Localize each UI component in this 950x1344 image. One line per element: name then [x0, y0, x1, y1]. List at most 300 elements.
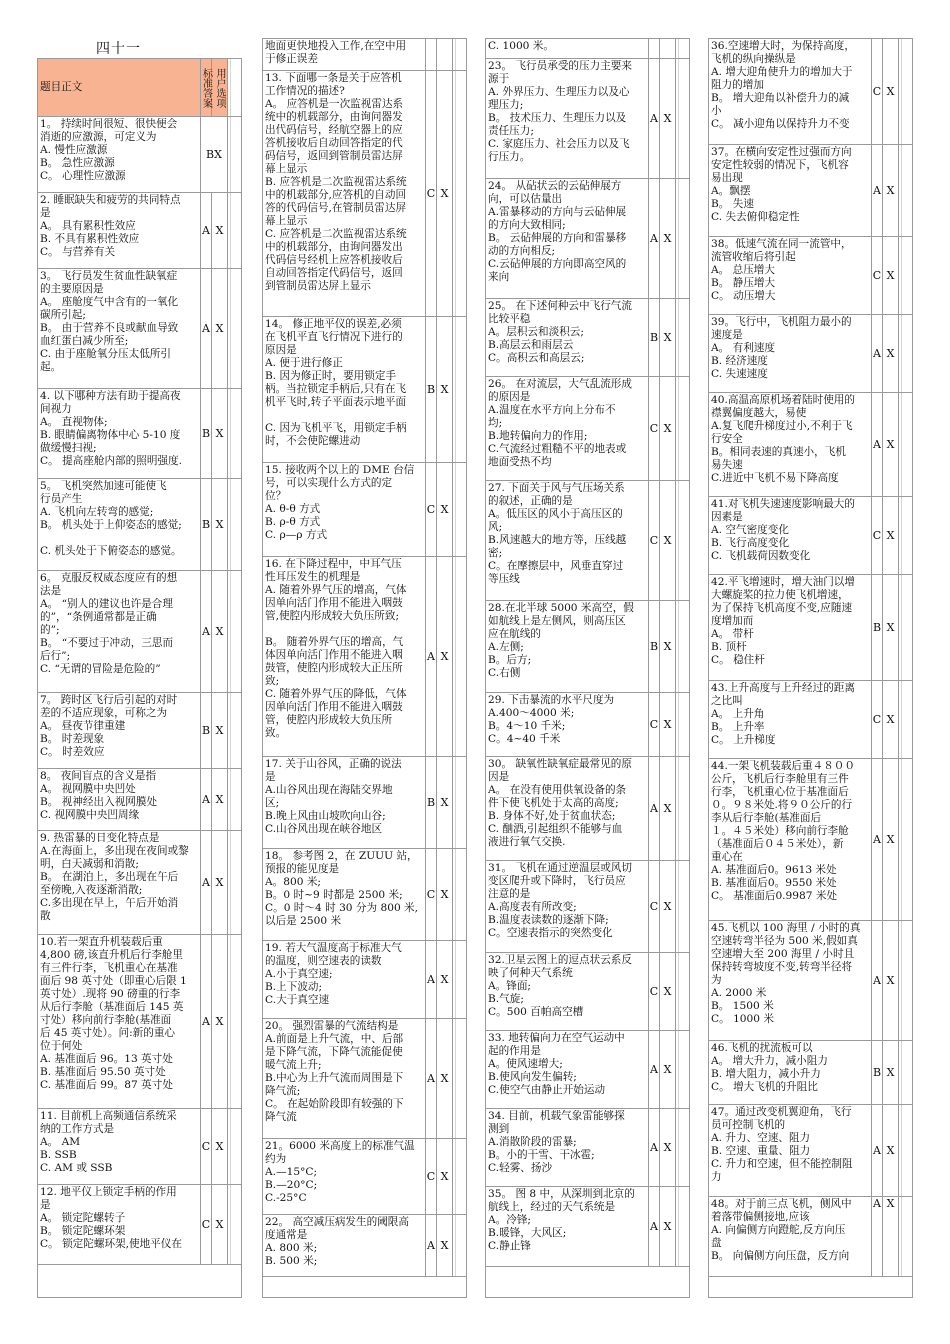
question-line: 航线上，经过的天气系统是: [488, 1201, 616, 1213]
question-line: B。 1500 米: [711, 1000, 774, 1012]
question-line: 为: [711, 974, 722, 986]
question-line: 5。 飞机突然加速可能使飞: [40, 480, 167, 492]
answer-cell: A: [649, 1187, 660, 1266]
question-line: C. ρ—ρ 方式: [265, 529, 328, 541]
question-row: [38, 571, 241, 693]
question-line: 测到: [488, 1123, 510, 1135]
question-line: 散: [40, 910, 51, 922]
question-line: 46.飞机的扰流板可以: [711, 1042, 813, 1054]
user-choice-cell: X: [212, 935, 228, 1108]
question-text: [709, 1041, 872, 1104]
question-line: 映了何种天气系统: [488, 967, 573, 979]
question-row: [486, 601, 689, 693]
question-line: C. 家庭压力、社会压力以及飞: [488, 138, 630, 150]
question-line: 29. 下击暴流的水平尺度为: [488, 694, 615, 706]
question-line: 13. 下面哪一条是关于应答机: [265, 72, 402, 84]
question-line: A。使风速增大;: [488, 1058, 563, 1070]
question-line: A。 AM: [40, 1136, 81, 1148]
question-line: C. 应答机是二次监视雷达系统: [265, 228, 407, 240]
question-line: 统中的机载部分，由询问器发: [265, 111, 403, 123]
question-line: A.高度表有所改变;: [488, 901, 577, 913]
question-line: C. “无谓的冒险是危险的”: [40, 663, 161, 675]
question-text: [38, 1185, 201, 1264]
question-line: C. 升力和空速，但不能控制阻: [711, 1158, 853, 1170]
question-line: B. 身体不好,处于贫血状态;: [488, 810, 616, 822]
question-line: 流管收缩后将引起: [711, 251, 796, 263]
question-line: 的原因是: [488, 391, 531, 403]
column-1: [37, 58, 242, 1298]
question-line: B. 因为修正时，要用锁定手: [265, 370, 397, 382]
user-choice-cell: X: [883, 145, 899, 236]
question-line: 19. 若大气温度高于标准大气: [265, 942, 402, 954]
user-choice-cell: X: [212, 571, 228, 692]
question-line: 12. 地平仪上锁定手柄的作用: [40, 1186, 177, 1198]
question-line: A。 “别人的建议也许是合理: [40, 598, 173, 610]
question-line: 碳所引起;: [40, 309, 86, 321]
question-row: [486, 953, 689, 1031]
user-choice-cell: X: [437, 757, 453, 848]
user-choice-cell: X: [660, 601, 676, 692]
question-line: 中的机载部分,应答机的自动回: [265, 189, 407, 201]
question-text: [709, 237, 872, 314]
question-text: [486, 39, 649, 58]
question-line: 如航线上是左侧风，则高压区: [488, 615, 626, 627]
question-line: 易出现: [711, 172, 743, 184]
question-line: 的”;: [40, 624, 60, 636]
question-line: C。 增大飞机的升阻比: [711, 1081, 818, 1093]
question-line: 20。 强烈雷暴的气流结构是: [265, 1020, 399, 1032]
user-choice-cell: [660, 39, 676, 58]
user-choice-cell: X: [883, 921, 899, 1040]
question-text: [38, 769, 201, 830]
question-line: 来向: [488, 271, 510, 283]
question-line: A。锋面;: [488, 980, 532, 992]
question-text: [486, 1031, 649, 1108]
question-line: B.风速越大的地方等，压线越: [488, 534, 627, 546]
question-line: （基准面后０４５米处），新: [711, 838, 844, 850]
question-line: 致;: [265, 675, 280, 687]
question-line: 幕上显示: [265, 163, 308, 175]
question-line: 25。 在下述何种云中飞行气流: [488, 300, 632, 312]
question-line: 时，不会使陀螺进动: [265, 435, 361, 447]
question-text: [263, 757, 426, 848]
question-line: 盘: [711, 1237, 722, 1249]
answer-cell: C: [872, 497, 883, 574]
question-line: 的叙述，正确的是: [488, 495, 573, 507]
question-line: ０。９８米处.将９０公斤的行: [711, 799, 853, 811]
answer-cell: B: [872, 575, 883, 680]
answer-cell: A: [201, 769, 212, 830]
question-row: [486, 757, 689, 861]
question-text: [486, 1109, 649, 1186]
question-line: [265, 409, 423, 422]
user-choice-cell: X: [660, 1031, 676, 1108]
question-line: B.地转偏向力的作用;: [488, 430, 588, 442]
question-line: 暖气流上升;: [265, 1059, 322, 1071]
answer-cell: A: [426, 1019, 437, 1138]
question-row: [709, 921, 912, 1041]
question-line: 37。在横向安定性过强而方向: [711, 146, 852, 158]
question-line: 22。 高空减压病发生的阈限高: [265, 1216, 409, 1228]
question-line: 降气流: [265, 1111, 297, 1123]
question-line: B。 云砧伸展的方向和雷暴移: [488, 232, 627, 244]
answer-cell: A: [872, 393, 883, 496]
question-line: 密;: [488, 547, 503, 559]
answer-cell: B: [201, 693, 212, 768]
question-row: [38, 389, 241, 479]
question-line: 位？: [265, 490, 287, 502]
question-line: A。飘摆: [711, 185, 751, 197]
user-choice-cell: X: [883, 237, 899, 314]
answer-cell: BX: [201, 117, 228, 192]
answer-cell: A: [426, 941, 437, 1018]
question-text: [38, 193, 201, 268]
answer-cell: B: [872, 1041, 883, 1104]
question-line: 2. 睡眠缺失和疲劳的共同特点: [40, 194, 181, 206]
question-line: 鼓管，使腔内形成较大正压所: [265, 662, 403, 674]
question-line: 阻力的增加: [711, 79, 764, 91]
question-row: [38, 1185, 241, 1265]
question-line: A.山谷风出现在海陆交界地: [265, 784, 393, 796]
question-line: 预报的能见度是: [265, 863, 340, 875]
user-choice-cell: X: [660, 59, 676, 178]
question-line: A.在海面上，多出现在夜间或黎: [40, 845, 189, 857]
user-choice-cell: X: [883, 39, 899, 144]
user-choice-cell: X: [212, 831, 228, 934]
question-row: [709, 575, 912, 681]
question-line: 27. 下面关于风与气压场关系: [488, 482, 625, 494]
answer-cell: C: [649, 861, 660, 952]
question-line: C。 稳住杆: [711, 654, 765, 666]
question-line: 是下降气流，下降气流能促使: [265, 1046, 403, 1058]
question-line: C.大于真空速: [265, 994, 330, 1006]
question-line: 出代码信号，经航空器上的应: [265, 124, 403, 136]
question-text: [486, 953, 649, 1030]
question-line: A.复飞爬升梯度过小,不利于飞: [711, 420, 853, 432]
question-line: 33. 地转偏向力在空气运动中: [488, 1032, 625, 1044]
user-choice-cell: X: [660, 299, 676, 376]
question-line: A。 有利速度: [711, 342, 775, 354]
question-line: B。 时差现象: [40, 733, 105, 745]
question-text: [38, 831, 201, 934]
question-line: 35。 图 8 中，从深圳到北京的: [488, 1188, 635, 1200]
question-line: C. 随着外界气压的降低，气体: [265, 688, 407, 700]
user-choice-cell: X: [212, 193, 228, 268]
question-line: 23。 飞行员承受的压力主要来: [488, 60, 632, 72]
table-header: [38, 59, 241, 117]
question-row: [486, 693, 689, 757]
question-text: [38, 117, 201, 192]
user-choice-cell: X: [437, 849, 453, 940]
user-choice-cell: X: [212, 479, 228, 570]
answer-cell: C: [426, 463, 437, 556]
question-line: 度通常是: [265, 1229, 308, 1241]
answer-cell: A: [426, 1215, 437, 1276]
question-row: [263, 39, 466, 71]
question-line: A。层积云和淡积云;: [488, 326, 584, 338]
question-line: A.400～4000 米;: [488, 707, 575, 719]
question-text: [38, 571, 201, 692]
question-line: 件下使飞机处于太高的高度;: [488, 797, 619, 809]
question-line: 责任压力;: [488, 125, 534, 137]
answer-cell: A: [872, 921, 883, 1040]
question-line: A。低压区的风小于高压区的: [488, 508, 623, 520]
question-text: [263, 1215, 426, 1276]
question-line: 31。 飞机在通过逆温层或风切: [488, 862, 632, 874]
question-line: 应在航线的: [488, 628, 541, 640]
question-line: 7。 跨时区飞行后引起的对时: [40, 694, 178, 706]
question-row: [709, 681, 912, 759]
answer-cell: B: [649, 601, 660, 692]
question-line: 为了保持飞机高度不变,应随速: [711, 602, 853, 614]
question-line: A. θ-θ 方式: [265, 503, 321, 515]
answer-cell: [426, 39, 437, 70]
question-text: [263, 1139, 426, 1214]
question-line: C。 在起始阶段即有较强的下: [265, 1098, 404, 1110]
question-line: 码信号，返回到管制员雷达屏: [265, 150, 403, 162]
question-line: B。 上升率: [711, 721, 765, 733]
question-line: 飞机的纵向操纵是: [711, 53, 796, 65]
question-line: 地面受热不均: [488, 456, 552, 468]
question-line: 源于: [488, 73, 510, 85]
question-line: B。 机头处于上仰姿态的感觉;: [40, 519, 182, 531]
user-choice-cell: X: [212, 1109, 228, 1184]
question-line: C.云砧伸展的方向即高空风的: [488, 258, 627, 270]
question-text: [486, 179, 649, 298]
question-line: C. 失速速度: [711, 368, 768, 380]
answer-cell: A: [872, 315, 883, 392]
question-line: A. 2000 米: [711, 987, 767, 999]
question-line: C.右侧: [488, 667, 521, 679]
question-line: C。500 百帕高空槽: [488, 1006, 584, 1018]
question-line: C.多出现在早上，午后开始消: [40, 897, 179, 909]
question-line: B。后方;: [488, 654, 532, 666]
question-line: １。４５米处）移向前行李舱: [711, 825, 849, 837]
question-line: 的”，“条例通常都是正确: [40, 611, 157, 623]
answer-cell: C: [872, 681, 883, 758]
answer-cell: A: [872, 759, 883, 920]
question-line: A. 飞机向左转弯的感觉;: [40, 506, 154, 518]
question-row: [486, 39, 689, 59]
question-text: [486, 757, 649, 860]
question-line: 注意的是: [488, 888, 531, 900]
question-line: C。 提高座舱内部的照明强度.: [40, 455, 182, 467]
question-line: B.晚上风由山坡吹向山谷;: [265, 810, 386, 822]
question-row: [709, 1105, 912, 1197]
question-line: 理压力;: [488, 99, 524, 111]
question-line: 向，可以估量出: [488, 193, 563, 205]
question-line: A。 应答机是一次监视雷达系: [265, 98, 404, 110]
question-line: 消逝的应激源，可定义为: [40, 131, 157, 143]
question-line: 起的作用是: [488, 1045, 541, 1057]
question-line: 性耳压发生的机理是: [265, 571, 361, 583]
question-text: [263, 317, 426, 462]
answer-cell: A: [649, 179, 660, 298]
question-line: 答机接收后自动回答指定的代: [265, 137, 403, 149]
question-line: C.使空气由静止开始运动: [488, 1084, 606, 1096]
question-line: A.消散阶段的雷暴;: [488, 1136, 577, 1148]
question-text: [486, 377, 649, 480]
answer-cell: A: [426, 557, 437, 756]
question-line: 答的代码信号,在管制员雷达屏: [265, 202, 407, 214]
user-choice-cell: X: [660, 757, 676, 860]
question-line: A。 视网膜中央凹处: [40, 783, 136, 795]
question-line: C. 机头处于下俯姿态的感觉。: [40, 545, 182, 557]
question-line: C. 视网膜中央凹周缘: [40, 809, 140, 821]
question-line: 45.飞机以 100 海里 / 小时的真: [711, 922, 861, 934]
question-line: B。 “不要过于冲动，三思而: [40, 637, 174, 649]
question-line: 到管制员雷达屏上显示: [265, 280, 371, 292]
question-line: 力: [711, 1171, 722, 1183]
question-line: 区;: [265, 797, 280, 809]
user-choice-cell: X: [660, 1187, 676, 1266]
question-line: B.中心为上升气流而周围是下: [265, 1072, 404, 1084]
question-row: [263, 849, 466, 941]
question-text: [486, 481, 649, 600]
answer-cell: A: [872, 1197, 883, 1276]
answer-cell: C: [201, 1109, 212, 1184]
question-line: A.雷暴移动的方向与云砧伸展: [488, 206, 627, 218]
question-row: [709, 145, 912, 237]
question-line: 法是: [40, 585, 62, 597]
question-line: A.温度在水平方向上分布不: [488, 404, 616, 416]
question-text: [263, 463, 426, 556]
question-line: C。 动压增大: [711, 290, 776, 302]
question-row: [709, 39, 912, 145]
user-choice-cell: X: [437, 557, 453, 756]
question-line: C.进近中飞机不易下降高度: [711, 472, 839, 484]
question-line: 地面更快地投入工作,在空中用: [265, 40, 407, 52]
question-line: A。 锁定陀螺转子: [40, 1212, 126, 1224]
user-choice-cell: X: [883, 681, 899, 758]
question-line: C。空速表指示的突然变化: [488, 927, 613, 939]
question-line: 3。 飞行员发生贫血性缺氧症: [40, 270, 178, 282]
question-line: 以后是 2500 米: [265, 915, 342, 927]
user-choice-cell: X: [883, 1041, 899, 1104]
question-text: [486, 1187, 649, 1266]
question-line: 等压线: [488, 573, 520, 585]
question-text: [486, 693, 649, 756]
question-line: C. 基准面后 99。87 英寸处: [40, 1079, 173, 1091]
question-line: 机平飞时,转子平面表示地平面: [265, 396, 407, 408]
question-line: 24。 从砧状云的云砧伸展方: [488, 180, 622, 192]
question-line: 36.空速增大时，为保持高度，: [711, 40, 855, 52]
question-line: [265, 623, 423, 636]
question-line: 是: [265, 771, 276, 783]
question-line: A。 在没有使用供氧设备的条: [488, 784, 627, 796]
question-line: 48。对于前三点飞机，侧风中: [711, 1198, 852, 1210]
question-text: [486, 299, 649, 376]
question-row: [486, 861, 689, 953]
question-text: [709, 759, 872, 920]
user-choice-cell: X: [883, 497, 899, 574]
question-line: B.暖锋，大风区;: [488, 1227, 567, 1239]
question-line: 员可控制飞机的: [711, 1119, 786, 1131]
question-row: [709, 393, 912, 497]
question-line: B. 空速、重量、阻力: [711, 1145, 811, 1157]
answer-cell: B: [426, 317, 437, 462]
question-line: C。 基准面后0.9987 米处: [711, 890, 838, 902]
question-line: 重心在: [711, 851, 743, 863]
answer-cell: A: [872, 1105, 883, 1196]
question-row: [263, 1019, 466, 1139]
column-3: [485, 38, 690, 1298]
question-line: A。冷锋;: [488, 1214, 532, 1226]
question-line: B。 技术压力、生理压力以及: [488, 112, 627, 124]
answer-cell: A: [201, 831, 212, 934]
answer-cell: A: [201, 193, 212, 268]
question-line: B. 飞行高度变化: [711, 537, 790, 549]
question-text: [709, 497, 872, 574]
question-text: [263, 849, 426, 940]
question-line: 的温度，则空速表的读数: [265, 955, 382, 967]
question-row: [263, 757, 466, 849]
question-line: C.轻雾、扬沙: [488, 1162, 553, 1174]
question-line: 公斤，飞机后行李舱里有三件: [711, 773, 849, 785]
question-line: A。 增大升力，减小阻力: [711, 1055, 828, 1067]
question-line: 39。飞行中，飞机阻力最小的: [711, 316, 852, 328]
question-line: A. 800 米;: [265, 1242, 318, 1254]
question-text: [38, 479, 201, 570]
question-line: 从后行李舱（基准面后 145 英: [40, 1001, 184, 1013]
user-choice-cell: X: [437, 941, 453, 1018]
answer-cell: A: [649, 757, 660, 860]
question-line: 因单向活门作用不能进入咽鼓: [265, 597, 403, 609]
question-row: [709, 497, 912, 575]
user-choice-cell: X: [883, 315, 899, 392]
question-line: 变区爬升或下降时，飞行员应: [488, 875, 626, 887]
question-line: A。800 米;: [265, 876, 321, 888]
question-text: [263, 941, 426, 1018]
question-line: C.-25°C: [265, 1192, 307, 1204]
question-line: A. 基准面后 96。13 英寸处: [40, 1053, 173, 1065]
user-choice-cell: X: [437, 1019, 453, 1138]
question-line: 度增加而: [711, 615, 754, 627]
answer-cell: C: [649, 377, 660, 480]
question-row: [38, 769, 241, 831]
question-line: A。 带杆: [711, 628, 754, 640]
question-line: 中的机载部分，由询问器发出: [265, 241, 403, 253]
question-line: A。 座舱度气中含有的一氧化: [40, 296, 179, 308]
question-line: C。 上升梯度: [711, 734, 776, 746]
question-row: [486, 179, 689, 299]
question-line: 安定性较弱的情况下，飞机容: [711, 159, 849, 171]
answer-cell: A: [201, 269, 212, 388]
question-row: [38, 935, 241, 1109]
question-line: A. 基准面后0。9613 米处: [711, 864, 837, 876]
question-row: [486, 481, 689, 601]
answer-cell: B: [201, 479, 212, 570]
question-line: B.高层云和雨层云: [488, 339, 574, 351]
question-line: B。 视神经出入视网膜处: [40, 796, 158, 808]
user-choice-cell: X: [212, 769, 228, 830]
question-row: [263, 317, 466, 463]
question-line: 34. 目前，机载气象雷能够探: [488, 1110, 625, 1122]
question-line: 21。6000 米高度上的标准气温: [265, 1140, 415, 1152]
question-row: [486, 1031, 689, 1109]
question-line: 代码信号经机上应答机接收后: [265, 254, 403, 266]
question-row: [263, 463, 466, 557]
question-row: [486, 299, 689, 377]
question-row: [38, 693, 241, 769]
question-line: 均;: [488, 417, 503, 429]
header-answer: 标准答案: [201, 59, 212, 116]
question-line: B. 经济速度: [711, 355, 768, 367]
question-line: 位于何处: [40, 1040, 83, 1052]
question-line: 在飞机平直飞行情况下进行的: [265, 331, 403, 343]
question-line: 的主要原因是: [40, 283, 104, 295]
question-row: [263, 941, 466, 1019]
